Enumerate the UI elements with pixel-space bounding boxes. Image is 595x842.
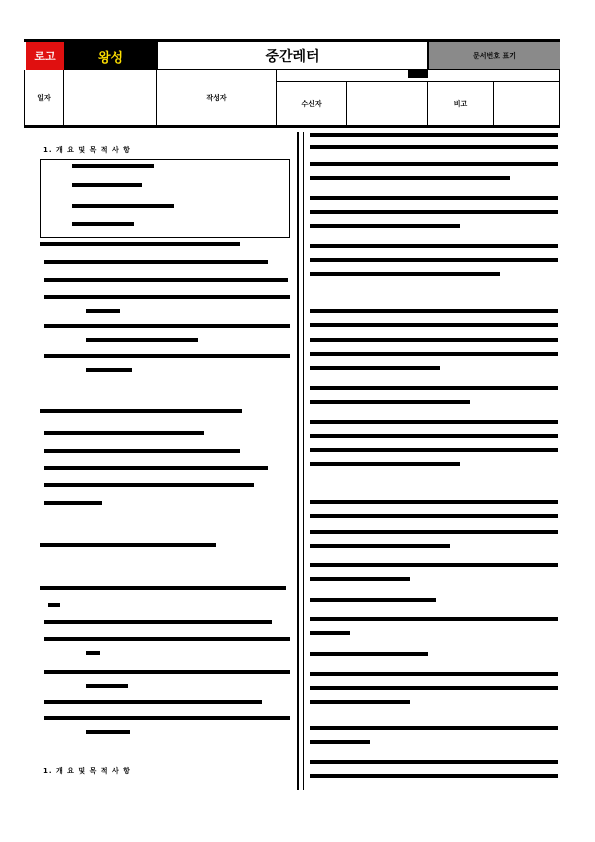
header-bottom-border — [24, 126, 560, 128]
r-p13-1 — [310, 726, 558, 730]
subheading-5 — [40, 586, 286, 590]
logo — [26, 42, 64, 70]
row2-label-a-text: 일자 — [37, 93, 51, 102]
r-p3-2 — [310, 258, 558, 262]
r-p14-1 — [310, 760, 558, 764]
r-p11-1 — [310, 652, 428, 656]
list-c-5b — [86, 730, 130, 734]
section-heading-bottom: 1. 개 요 및 목 적 사 항 — [43, 767, 131, 775]
r-p9-1 — [310, 598, 436, 602]
row2-label-d — [428, 82, 494, 126]
list-b-2 — [44, 449, 240, 453]
box-line-3 — [72, 204, 174, 208]
list-a-5b — [86, 368, 132, 372]
box-line-2 — [72, 183, 142, 187]
row2-label-c-text: 수신자 — [301, 99, 322, 108]
r-p10-2 — [310, 631, 350, 635]
r-p4-4 — [310, 352, 558, 356]
list-a-1 — [44, 260, 268, 264]
r-p10-1 — [310, 617, 558, 621]
list-c-3 — [44, 670, 290, 674]
r-p12-2 — [310, 686, 558, 690]
list-b-3 — [44, 466, 268, 470]
r-p1-2 — [310, 145, 558, 149]
subheading-3 — [40, 409, 242, 413]
outline-box — [40, 159, 290, 238]
row2-value-a — [64, 70, 157, 126]
list-b-5 — [44, 501, 102, 505]
list-a-3b — [86, 309, 120, 313]
row2-value-c — [347, 82, 428, 126]
row2-label-c — [277, 82, 347, 126]
r-p1-4 — [310, 176, 510, 180]
row2-label-b-text: 작성자 — [206, 93, 227, 102]
r-p1-1 — [310, 133, 558, 137]
row2-label-b — [157, 70, 277, 126]
r-p14-2 — [310, 774, 558, 778]
list-c-2b — [86, 651, 100, 655]
r-p5-2 — [310, 400, 470, 404]
r-p5-1 — [310, 386, 558, 390]
r-p8-1 — [310, 563, 558, 567]
section-heading-top: 1. 개 요 및 목 적 사 항 — [43, 146, 131, 154]
r-p2-3 — [310, 224, 460, 228]
box-line-1 — [72, 164, 154, 168]
r-p2-1 — [310, 196, 558, 200]
r-p6-2 — [310, 434, 558, 438]
brand-box — [64, 42, 157, 70]
row2-label-a — [24, 70, 64, 126]
subheading-2 — [40, 242, 240, 246]
r-p3-3 — [310, 272, 500, 276]
r-p4-5 — [310, 366, 440, 370]
list-c-4 — [44, 700, 262, 704]
list-a-4 — [44, 324, 290, 328]
r-p2-2 — [310, 210, 558, 214]
list-c-3b — [86, 684, 128, 688]
r-p7-2 — [310, 514, 558, 518]
list-c-1 — [44, 620, 272, 624]
list-a-5 — [44, 354, 290, 358]
r-p12-3 — [310, 700, 410, 704]
list-c-2 — [44, 637, 290, 641]
r-p7-3 — [310, 530, 558, 534]
list-b-1 — [44, 431, 204, 435]
r-p12-1 — [310, 672, 558, 676]
list-a-2 — [44, 278, 288, 282]
box-line-4 — [72, 222, 134, 226]
page-title: 중간레터 — [265, 48, 320, 65]
r-p1-3 — [310, 162, 558, 166]
column-divider — [297, 132, 299, 790]
brand-text: 왕성 — [97, 50, 124, 66]
r-p6-3 — [310, 448, 558, 452]
doc-title — [157, 42, 428, 70]
doc-code-box — [428, 42, 560, 70]
r-p4-1 — [310, 309, 558, 313]
list-c-5 — [44, 716, 290, 720]
subheading-5b — [48, 603, 60, 607]
logo-text: 로고 — [34, 50, 56, 63]
r-p8-2 — [310, 577, 410, 581]
r-p6-4 — [310, 462, 460, 466]
r-p4-2 — [310, 323, 558, 327]
r-p13-2 — [310, 740, 370, 744]
column-divider-2 — [303, 132, 304, 790]
r-p7-1 — [310, 500, 558, 504]
r-p3-1 — [310, 244, 558, 248]
row2-value-d — [494, 82, 560, 126]
list-a-3 — [44, 295, 290, 299]
r-p4-3 — [310, 338, 558, 342]
row2-tag — [408, 70, 428, 78]
r-p7-4 — [310, 544, 450, 548]
list-a-4b — [86, 338, 198, 342]
row2-label-d-text: 비고 — [453, 99, 468, 108]
list-b-4 — [44, 483, 254, 487]
doc-code: 문서번호 표기 — [472, 51, 516, 60]
subheading-4 — [40, 543, 216, 547]
r-p6-1 — [310, 420, 558, 424]
